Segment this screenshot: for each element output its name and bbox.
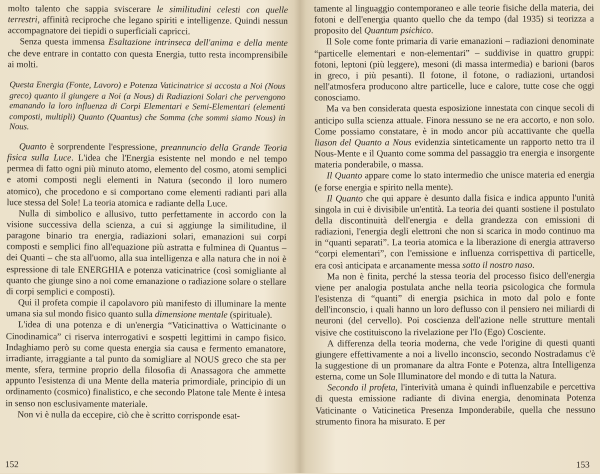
paragraph: Secondo il profeta, l'interività umana è quindi influenzabile e percettiva di questa emissione radiante di divina energia, denominata Potenza Vaticinante o Vaticinetica Presenza Imponderabile, quella che nessuno strumento finora ha misurato. E per <box>315 381 596 427</box>
paragraph: Qui il profeta compie il capolavoro più manifesto di illuminare la mente umana sia sul mondo fisico quanto sulla dimensione mentale (spirituale). <box>6 297 287 321</box>
page-number: 152 <box>5 458 19 470</box>
paragraph: Ma va ben considerata questa esposizione innestata con cinque secoli di anticipo sulla scienza attuale. Finora nessuno se ne era accorto, e non solo. Come possiamo constatare, è in modo ancor più accattivante che quella liason del Quanto a Nous evidenzia sinteticamente un rapporto netto tra il Nous-Mente e il Quanto come somma del passaggio tra energia e insorgente materia ponderabile, o massa. <box>314 102 595 170</box>
paragraph: Ma non è finita, perché la stessa teoria del processo fisico dell'energia viene per analogia postulata anche nella teoria psicologica che formula l'esistenza di “quanti” di energia psichica in moto dal polo e fonte dell'inconscio, i quali hanno un loro deflusso con il pensiero nei miliardi di neuroni (del cervello). Poi coscienza dell'azione nelle strutture mentali visive che costituiscono la rivelazione per l'Io (Ego) Cosciente. <box>314 270 596 338</box>
paragraph: Non vi è nulla da eccepire, ciò che è scritto corrisponde esat- <box>17 408 240 421</box>
page-number: 153 <box>576 459 590 470</box>
paragraph: molto talento che sappia sviscerare le similitudini celesti con quelle terrestri, affinità reciproche che legano spiriti e intelligenze. Quindi nessun accompagnatore dei tiepidi o superficiali capricci. <box>7 3 288 37</box>
right-page <box>300 0 600 474</box>
paragraph: Il Quanto che qui appare è desunto dalla fisica e indica appunto l'unità singola in cui è divisibile un'entità. La teoria dei quanti sostiene il postulato della discontinuità dell'energia e della grandezza con emissioni di radiazioni, l'energia degli elettroni che non si scarica in modo continuo ma in “quanti separati”. La teoria atomica e la liberazione di energia attraverso “corpi elementari”, con l'emissione e influenza corrispettiva di particelle, era così anticipata e arcanamente messa sotto il nostro naso. <box>314 192 595 271</box>
paragraph: tamente al linguaggio contemporaneo e alle teorie fisiche della materia, dei fotoni e dell'energia quanto quello che da tempo (dal 1935) si teorizza a proposito del Quantum psichico. <box>314 2 595 36</box>
paragraph: Il Quanto appare come lo stato intermedio che unisce materia ed energia (e forse energia e spirito nella mente). <box>314 169 595 192</box>
quote-block: Questa Energia (Fonte, Lavoro) e Potenza Vaticinatrice si accosta a Noi (Nous greco) quanto il giungere a Noi (a Nous) di Radiazioni Solari che pervengono emanando la loro influenza di Corpi Elementari e Semi-Elementari (elementi composti, multipli) Quanto (Quantus) che Somma (che sommi siamo Nous) in Nous. <box>9 79 286 132</box>
paragraph: Quanto è sorprendente l'espressione, preannuncio della Grande Teoria fisica sulla Luce. L'idea che l'Energia esistente nel mondo e nel tempo permea di fatto ogni più minuto atomo, elemento del cosmo, atomi semplici e atomi composti negli elementi in Natura (secondo il loro numero atomico), che procedono e si comportano come elementi radianti pari alla luce stessa del Sole! La teoria atomica e radiante della Luce. <box>6 141 288 209</box>
paragraph: Il Sole come fonte primaria di varie emanazioni – radiazioni denominate “particelle elementari e non-elementari” – suddivise in quattro gruppi: fotoni, leptoni (più leggere), mesoni (di massa intermedia) e barioni (baros in greco, i più pesanti). Il fotone, il fotone, o radiazioni, urtandosi nell'atmosfera producono altre particelle, luce e calore, tutte cose che oggi conosciamo. <box>314 35 595 103</box>
paragraph: Nulla di simbolico e allusivo, tutto perfettamente in accordo con la visione successiva della scienza, a cui si aggiunge la similitudine, il paragone binario tra energia, radiazioni solari, emanazioni sui corpi composti e semplici fino all'equazione più astratta e fulminea di Quantus – dei Quanti – che sta all'uomo, alla sua intelligenza e alla natura che in noi è espressione di tale ENERGHIA e potenza vaticinatrice (così somigliante al quanto che giunge sino a noi come emanazione o radiazione solare o stellare di corpi semplici e composti). <box>6 208 287 297</box>
paragraph: L'idea di una potenza e di un'energia “Vaticinattiva o Watticinante o Cinodinamica” ci riserva interrogativi e sospetti legittimi in campo fisico. Indaghiamo però su come questa energia sia causa e fermento emanatore, irradiante, irraggiante a tal punto da somigliare al NOUS greco che sta per mente, sfera, termine proprio della filosofia di Anassagora che ammette appunto l'esistenza di una Mente della materia primordiale, principio di un ordinamento (cosmico) finalistico, e che secondo Platone tale Mente è intesa in senso non esclusivamente materiale. <box>5 319 287 409</box>
paragraph: A differenza della teoria moderna, che vede l'origine di questi quanti giungere effettivamente a noi a livello inconscio, secondo Nostradamus c'è la suggestione di un promanare da altra Fonte e Potenza, altra Intelligenza esterna, come un Sole Illuminatore del mondo e di tutta la Natura. <box>315 337 596 382</box>
paragraph: Senza questa immensa Esaltazione intrinseca dell'anima e della mente che deve entrare in contatto con questa Energia, tutto resta incomprensibile ai molti. <box>7 36 288 70</box>
